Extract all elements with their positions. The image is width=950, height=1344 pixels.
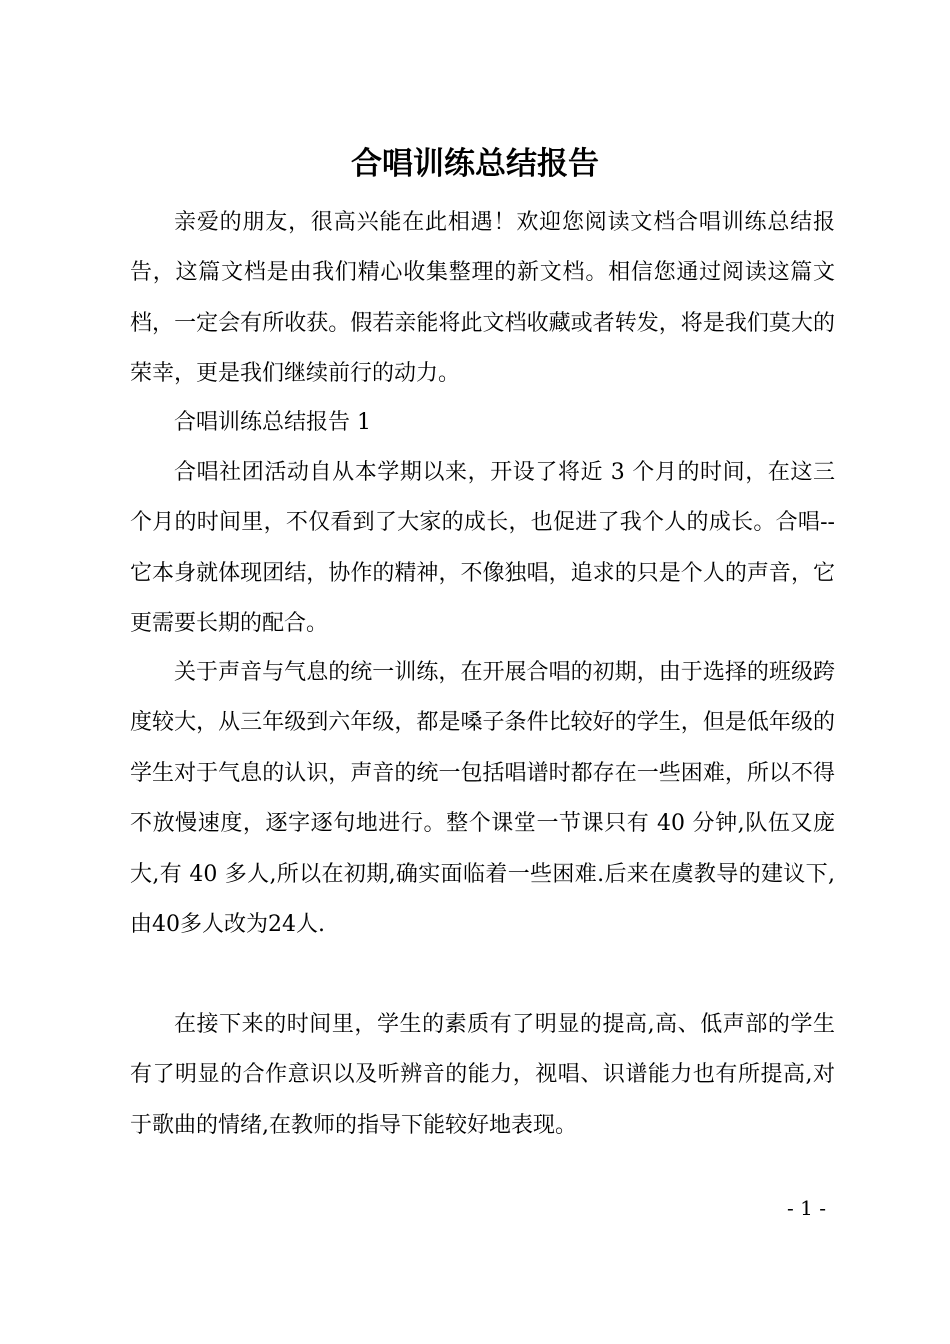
body-paragraph: 关于声音与气息的统一训练，在开展合唱的初期，由于选择的班级跨度较大，从三年级到六年级，都是嗓子条件比较好的学生，但是低年级的学生对于气息的认识，声音的统一包括唱谱时都存在一些困难，所以不得不放慢速度，逐字逐句地进行。整个课堂一节课只有 40 分钟,队伍又庞大,有 40 多人,所以在初期,确实面临着一些困难.后来在虞教导的建议下,由40多人改为24人. (130, 660, 835, 938)
body-paragraph: 在接下来的时间里，学生的素质有了明显的提高,高、低声部的学生有了明显的合作意识以及听辨音的能力，视唱、识谱能力也有所提高,对于歌曲的情绪,在教师的指导下能较好地表现。 (130, 1012, 835, 1138)
section-heading: 合唱训练总结报告 1 (174, 410, 371, 435)
body-paragraph: 合唱社团活动自从本学期以来，开设了将近 3 个月的时间，在这三个月的时间里，不仅看到了大家的成长，也促进了我个人的成长。合唱--它本身就体现团结，协作的精神，不像独唱，追求的只是个人的声音，它更需要长期的配合。 (130, 460, 835, 637)
page-number: - 1 - (787, 1196, 826, 1220)
intro-paragraph: 亲爱的朋友，很高兴能在此相遇！欢迎您阅读文档合唱训练总结报告，这篇文档是由我们精心收集整理的新文档。相信您通过阅读这篇文档，一定会有所收获。假若亲能将此文档收藏或者转发，将是我们莫大的荣幸，更是我们继续前行的动力。 (130, 210, 835, 387)
document-title: 合唱训练总结报告 (351, 146, 599, 182)
